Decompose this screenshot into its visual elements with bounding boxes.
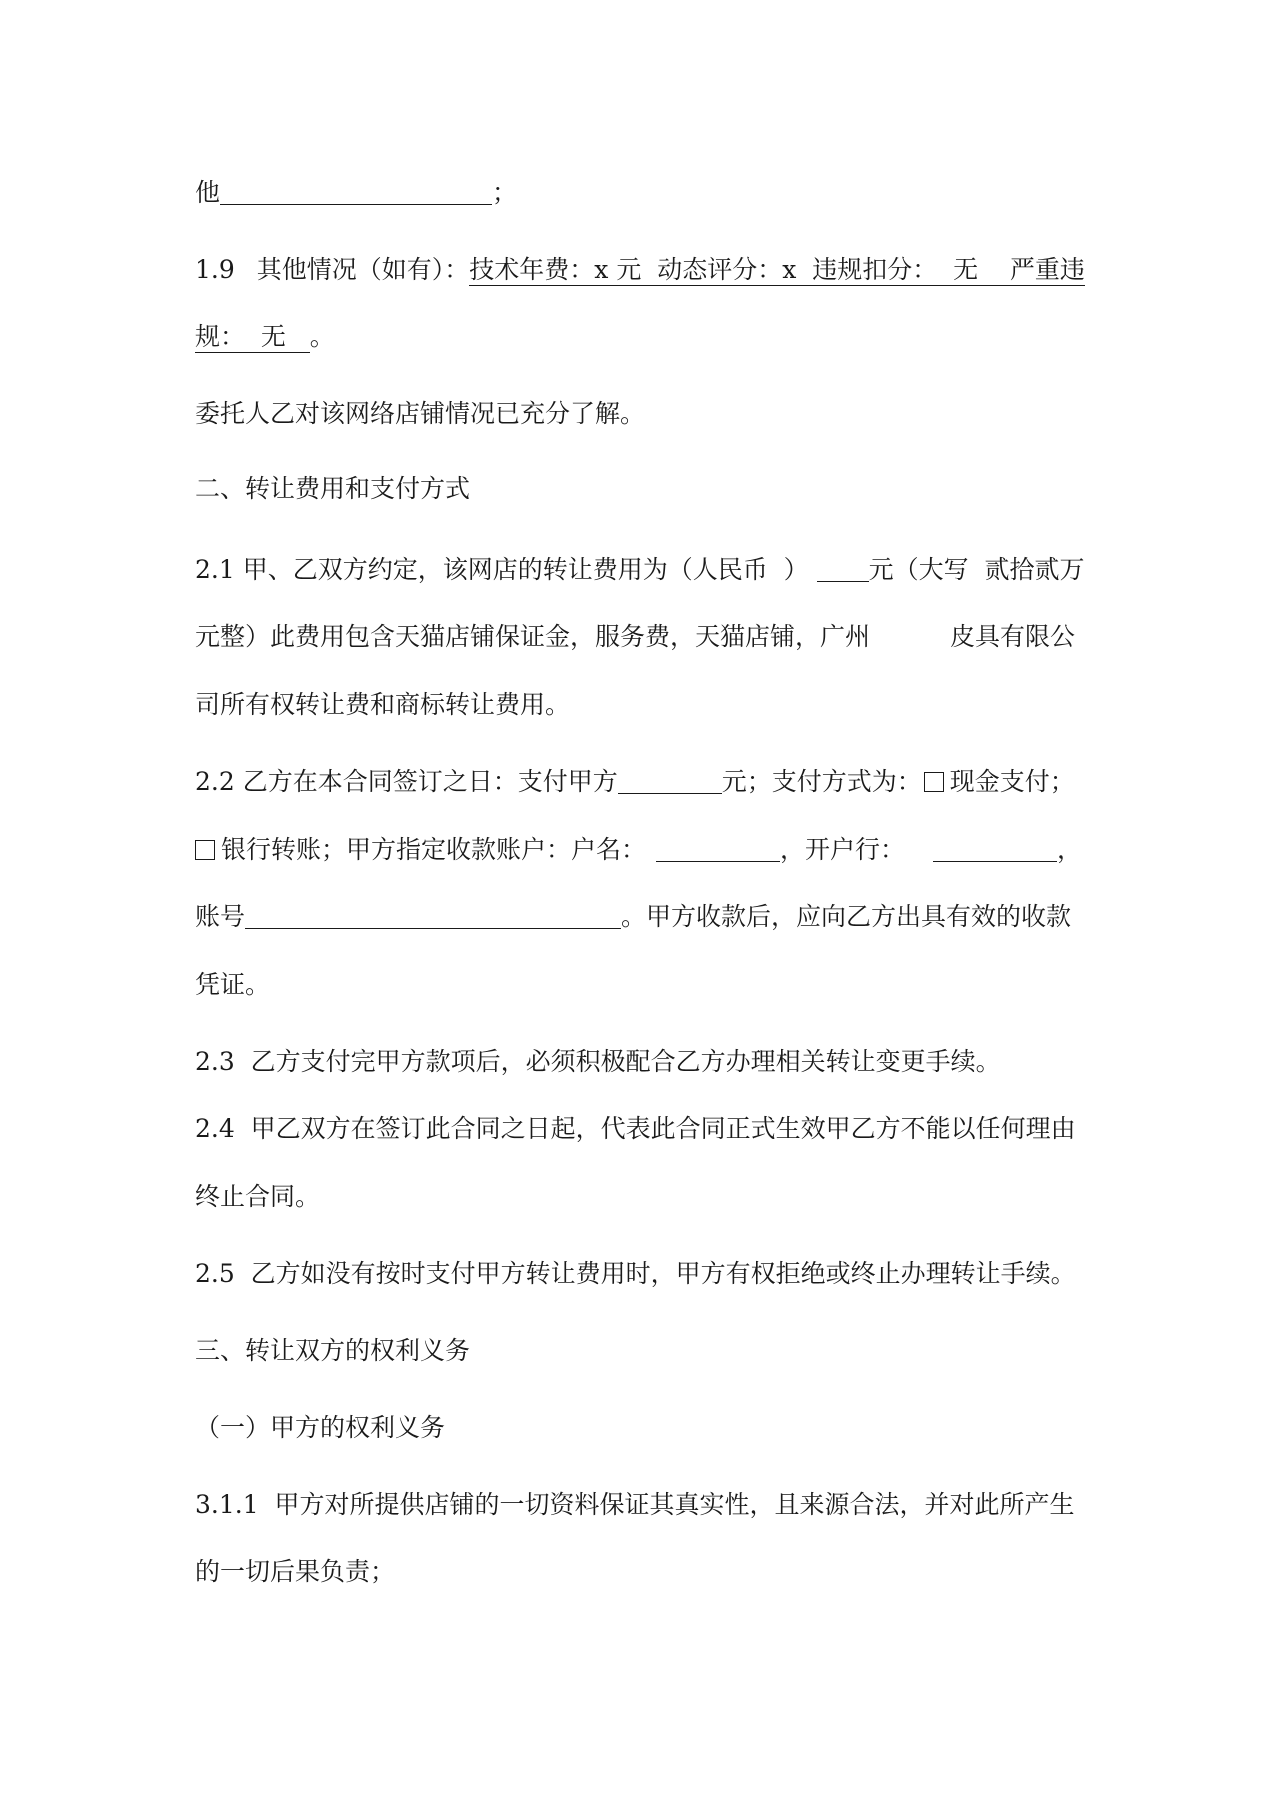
clause-2-2-cont (195, 833, 1095, 867)
clause-2-4-cont (195, 1180, 1095, 1214)
text: 元（大写 贰拾贰万 (868, 555, 1085, 584)
text: 现金支付； (949, 767, 1075, 796)
checkbox-bank-transfer[interactable] (195, 840, 215, 860)
clause-2-3 (195, 1045, 1095, 1079)
text: 2.4 甲乙双方在签订此合同之日起，代表此合同正式生效甲乙方不能以任何理由 (195, 1114, 1076, 1143)
text: 司所有权转让费和商标转让费用。 (195, 690, 571, 719)
checkbox-cash[interactable] (924, 772, 944, 792)
clause-3-1-1 (195, 1488, 1095, 1522)
text: 元整）此费用包含天猫店铺保证金，服务费，天猫店铺，广州 (195, 622, 871, 651)
text: 2.1 甲、乙双方约定，该网店的转让费用为（人民币 ） (195, 555, 809, 584)
text: 。甲方收款后，应向乙方出具有效的收款 (621, 902, 1072, 931)
blank-field (618, 767, 722, 794)
text: ，开户行： (780, 835, 906, 864)
paragraph (195, 397, 1095, 431)
blank-field (817, 555, 869, 582)
subsection-heading (195, 1411, 1095, 1445)
text: 3.1.1 甲方对所提供店铺的一切资料保证其真实性，且来源合法，并对此所产生 (195, 1490, 1075, 1519)
text: 的一切后果负责； (195, 1557, 396, 1586)
clause-1-9-cont (195, 320, 1095, 354)
section-heading-3 (195, 1334, 1095, 1368)
text: 2.2 乙方在本合同签订之日：支付甲方 (195, 767, 618, 796)
clause-2-2 (195, 765, 1095, 799)
section-heading-2 (195, 472, 1095, 506)
blank-field-account-number[interactable] (245, 902, 621, 929)
text: 账号 (195, 902, 246, 931)
text: ， (1057, 835, 1083, 864)
text: 元；支付方式为： (721, 767, 922, 796)
clause-2-5 (195, 1257, 1095, 1291)
clause-2-4 (195, 1112, 1095, 1146)
text: 终止合同。 (195, 1182, 321, 1211)
clause-2-1-cont (195, 688, 1095, 722)
clause-3-1-1-cont (195, 1555, 1095, 1589)
text: 2.5 乙方如没有按时支付甲方转让费用时，甲方有权拒绝或终止办理转让手续。 (195, 1259, 1076, 1288)
text: 2.3 乙方支付完甲方款项后，必须积极配合乙方办理相关转让变更手续。 (195, 1047, 1001, 1076)
underlined-text: 规： 无 (195, 322, 310, 351)
heading: （一）甲方的权利义务 (195, 1413, 446, 1442)
clause-1-9 (195, 253, 1095, 287)
blank-field-bank[interactable] (933, 835, 1057, 862)
clause-2-1 (195, 553, 1095, 587)
text: 他 (195, 178, 221, 207)
heading: 二、转让费用和支付方式 (195, 474, 471, 503)
text: 凭证。 (195, 970, 271, 999)
clause-2-1-cont (195, 620, 1095, 654)
line-other-fill (195, 176, 1095, 210)
blank-field-account-name[interactable] (656, 835, 780, 862)
clause-2-2-cont (195, 900, 1095, 934)
blank-field (220, 178, 492, 205)
text: 皮具有限公 (950, 622, 1076, 651)
heading: 三、转让双方的权利义务 (195, 1336, 471, 1365)
underlined-text: 技术年费：x 元 动态评分：x 违规扣分： 无 严重违 (469, 255, 1085, 284)
text: 银行转账；甲方指定收款账户：户名： (221, 835, 647, 864)
text: ； (492, 178, 518, 207)
text: 。 (309, 322, 335, 351)
clause-number: 1.9 (195, 255, 235, 284)
clause-label: 其他情况（如有）： (256, 255, 470, 284)
text: 委托人乙对该网络店铺情况已充分了解。 (195, 399, 646, 428)
clause-2-2-cont (195, 968, 1095, 1002)
